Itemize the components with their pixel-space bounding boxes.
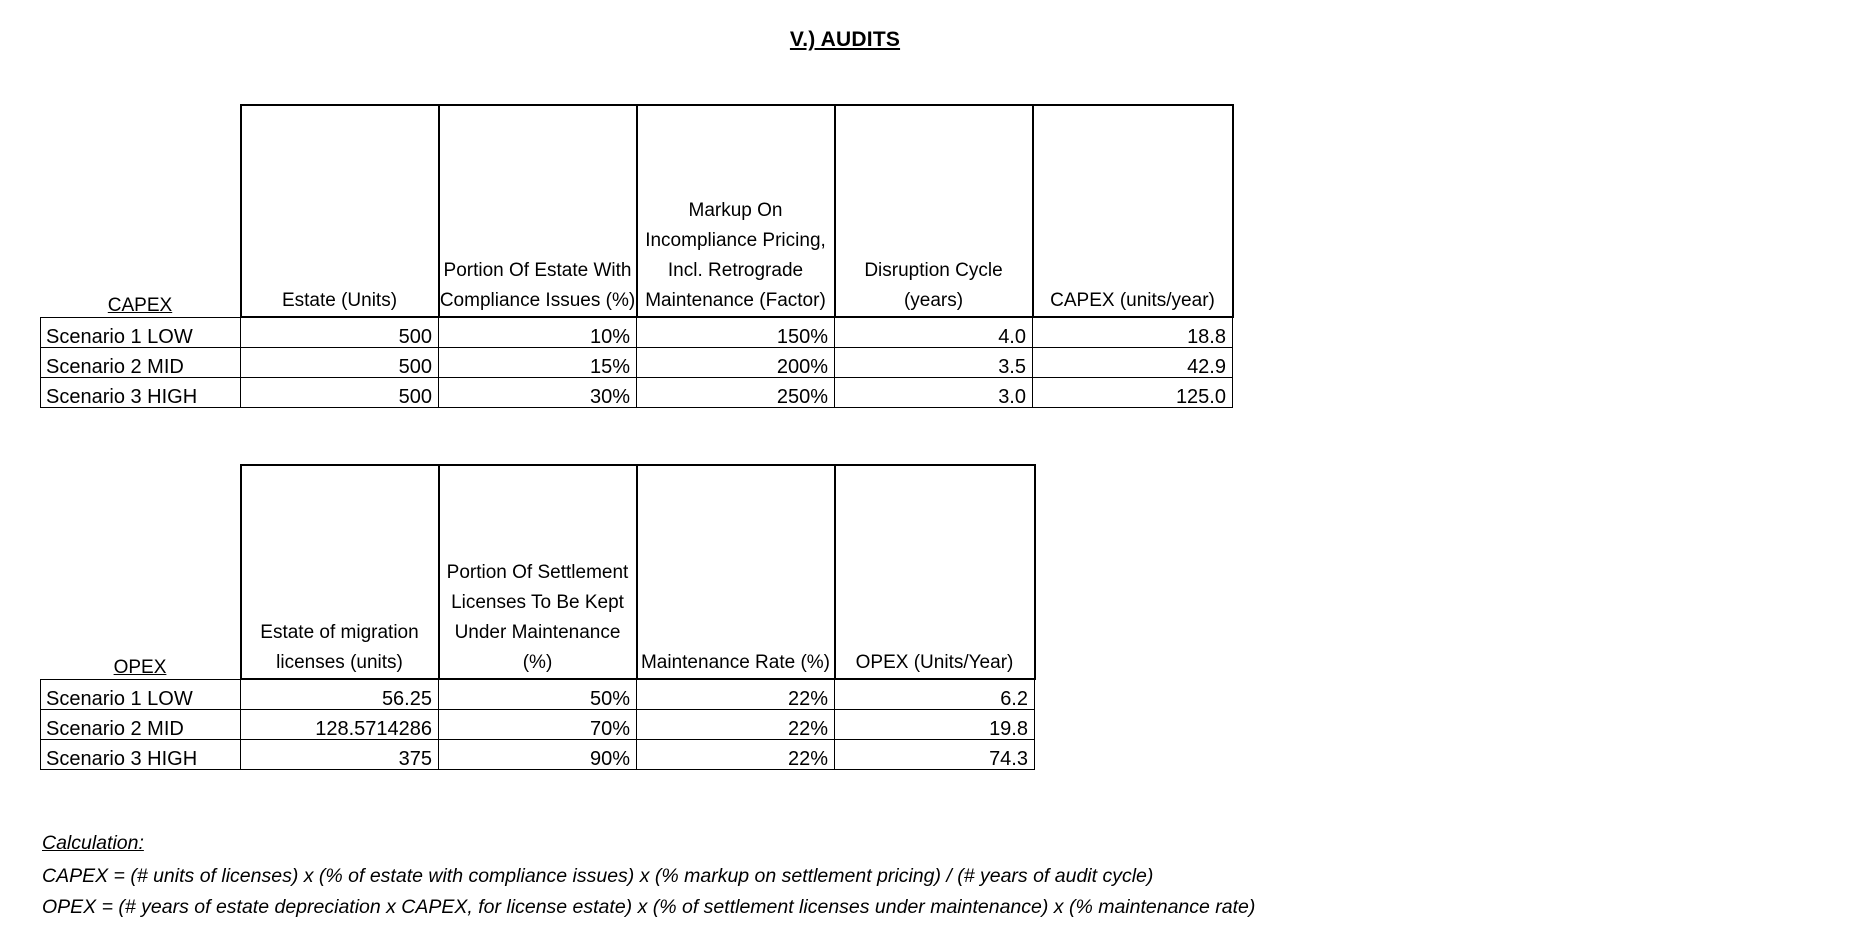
capex-cell-capex-units: 125.0 xyxy=(1033,377,1233,407)
page-title: V.) AUDITS xyxy=(789,28,901,51)
table-row xyxy=(41,377,1233,407)
opex-cell-portion-under-maintenance: 90% xyxy=(439,739,637,769)
capex-col-header-disruption-cycle: Disruption Cycle (years) xyxy=(835,105,1033,317)
capex-cell-markup-factor: 200% xyxy=(637,347,835,377)
opex-cell-opex-units: 19.8 xyxy=(835,709,1035,739)
capex-cell-estate-units: 500 xyxy=(241,377,439,407)
capex-cell-portion-compliance: 10% xyxy=(439,317,637,347)
capex-cell-disruption-cycle: 4.0 xyxy=(835,317,1033,347)
capex-row-scenario: Scenario 3 HIGH xyxy=(41,377,241,407)
calculation-heading: Calculation: xyxy=(42,832,144,854)
capex-cell-capex-units: 18.8 xyxy=(1033,317,1233,347)
opex-cell-estate-migration-licenses: 56.25 xyxy=(241,679,439,709)
capex-cell-portion-compliance: 15% xyxy=(439,347,637,377)
opex-row-scenario: Scenario 2 MID xyxy=(41,709,241,739)
opex-row-scenario: Scenario 3 HIGH xyxy=(41,739,241,769)
capex-row-scenario: Scenario 2 MID xyxy=(41,347,241,377)
capex-col-header-markup-factor: Markup On Incompliance Pricing, Incl. Retrograde Maintenance (Factor) xyxy=(637,105,835,317)
opex-table xyxy=(40,464,1036,770)
opex-cell-portion-under-maintenance: 50% xyxy=(439,679,637,709)
opex-col-header-opex-units: OPEX (Units/Year) xyxy=(835,465,1035,679)
capex-cell-disruption-cycle: 3.0 xyxy=(835,377,1033,407)
capex-cell-estate-units: 500 xyxy=(241,347,439,377)
opex-cell-estate-migration-licenses: 128.5714286 xyxy=(241,709,439,739)
opex-corner-label xyxy=(41,465,241,679)
opex-row-scenario: Scenario 1 LOW xyxy=(41,679,241,709)
capex-header-row xyxy=(41,105,1233,317)
opex-cell-maintenance-rate: 22% xyxy=(637,709,835,739)
table-row xyxy=(41,709,1035,739)
table-row xyxy=(41,679,1035,709)
capex-cell-capex-units: 42.9 xyxy=(1033,347,1233,377)
capex-row-scenario: Scenario 1 LOW xyxy=(41,317,241,347)
capex-col-header-capex-units: CAPEX (units/year) xyxy=(1033,105,1233,317)
capex-cell-markup-factor: 250% xyxy=(637,377,835,407)
table-row xyxy=(41,317,1233,347)
opex-cell-maintenance-rate: 22% xyxy=(637,679,835,709)
capex-cell-portion-compliance: 30% xyxy=(439,377,637,407)
capex-col-header-estate-units: Estate (Units) xyxy=(241,105,439,317)
capex-table xyxy=(40,104,1234,408)
opex-cell-maintenance-rate: 22% xyxy=(637,739,835,769)
opex-col-header-maintenance-rate: Maintenance Rate (%) xyxy=(637,465,835,679)
opex-cell-opex-units: 6.2 xyxy=(835,679,1035,709)
capex-cell-estate-units: 500 xyxy=(241,317,439,347)
table-row xyxy=(41,347,1233,377)
capex-col-header-portion-compliance: Portion Of Estate With Compliance Issues (%) xyxy=(439,105,637,317)
opex-cell-portion-under-maintenance: 70% xyxy=(439,709,637,739)
capex-cell-markup-factor: 150% xyxy=(637,317,835,347)
opex-col-header-portion-under-maintenance: Portion Of Settlement Licenses To Be Kept Under Maintenance (%) xyxy=(439,465,637,679)
capex-cell-disruption-cycle: 3.5 xyxy=(835,347,1033,377)
capex-table-container xyxy=(40,104,1234,408)
opex-header-row xyxy=(41,465,1035,679)
opex-corner-label-text: OPEX xyxy=(113,656,167,678)
calculation-notes xyxy=(42,828,1255,922)
capex-corner-label xyxy=(41,105,241,317)
capex-formula: CAPEX = (# units of licenses) x (% of estate with compliance issues) x (% markup on settlement pricing) / (# years of audit cycle) xyxy=(42,864,1154,887)
opex-cell-opex-units: 74.3 xyxy=(835,739,1035,769)
opex-cell-estate-migration-licenses: 375 xyxy=(241,739,439,769)
opex-col-header-estate-migration-licenses: Estate of migration licenses (units) xyxy=(241,465,439,679)
capex-corner-label-text: CAPEX xyxy=(107,294,173,316)
opex-formula: OPEX = (# years of estate depreciation x CAPEX, for license estate) x (% of settlement licenses under maintenance) x (% maintenance rate) xyxy=(42,895,1256,918)
table-row xyxy=(41,739,1035,769)
opex-table-container xyxy=(40,464,1036,770)
